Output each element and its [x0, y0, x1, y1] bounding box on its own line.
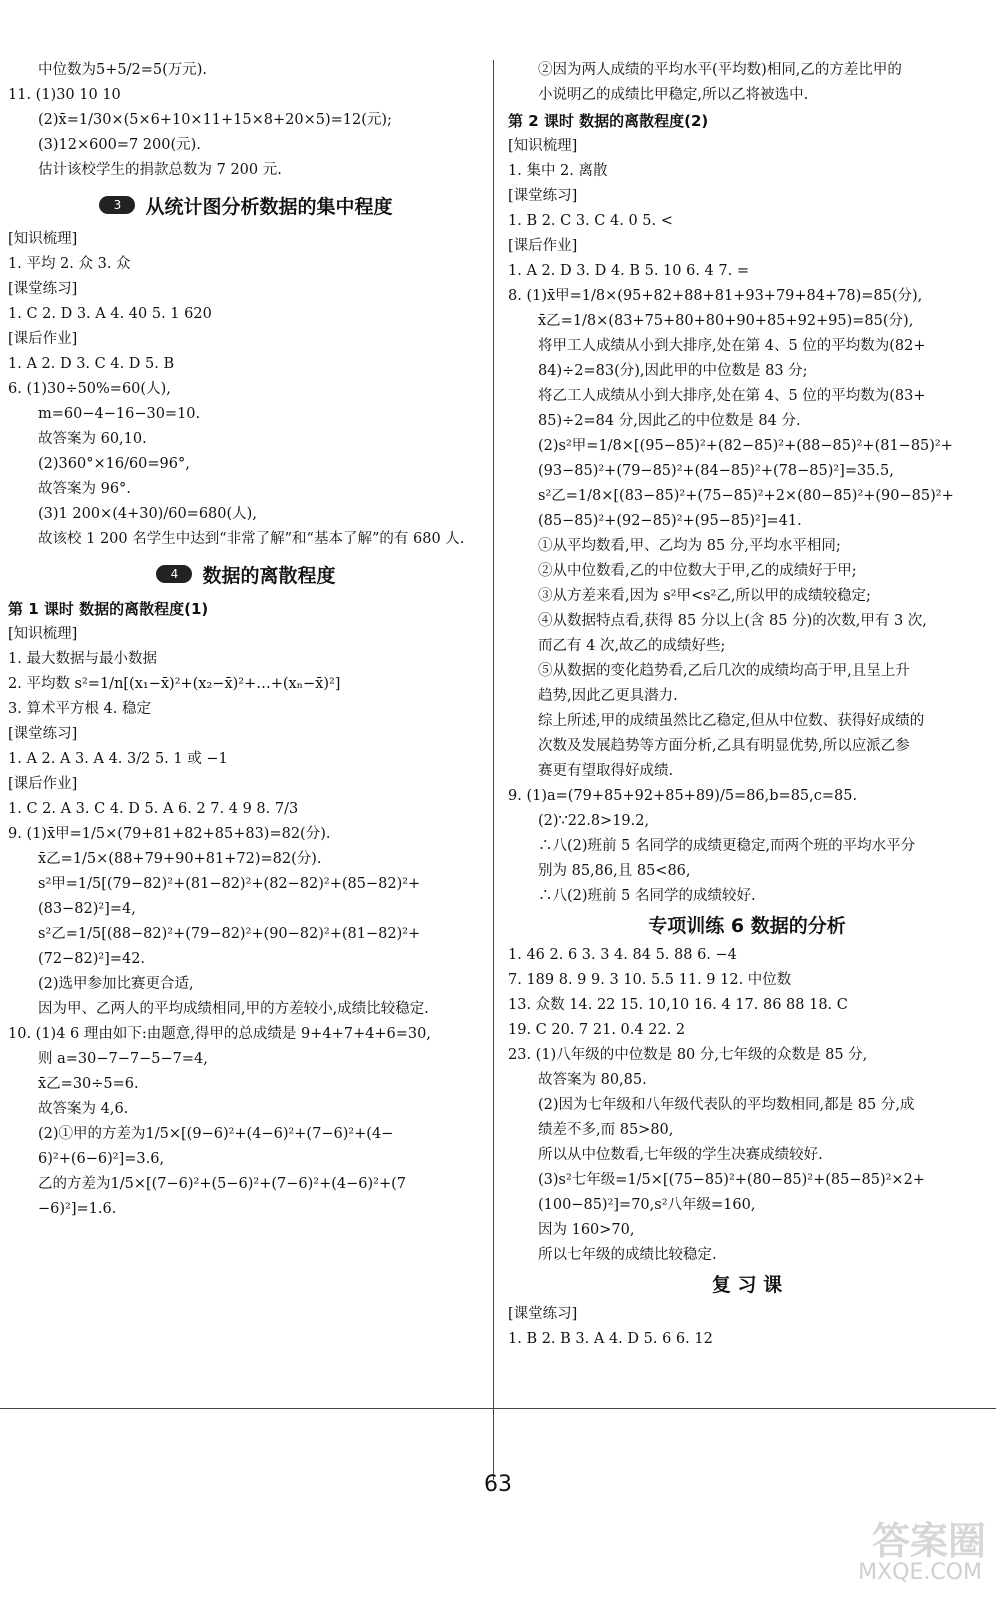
answer-line: 1. 46 2. 6 3. 3 4. 84 5. 88 6. −4	[508, 947, 737, 963]
answer-line: ⑤从数据的变化趋势看,乙后几次的成绩均高于甲,且呈上升	[538, 663, 910, 679]
section-number-badge: 4	[156, 565, 192, 583]
answer-line: ①从平均数看,甲、乙均为 85 分,平均水平相同;	[538, 538, 841, 554]
answer-line: 84)÷2=83(分),因此甲的中位数是 83 分;	[538, 363, 808, 379]
answer-line: 1. 平均 2. 众 3. 众	[8, 256, 131, 272]
answer-line: 19. C 20. 7 21. 0.4 22. 2	[508, 1022, 686, 1038]
answer-line: x̄乙=1/8×(83+75+80+80+90+85+92+95)=85(分),	[538, 313, 914, 329]
section-3-header	[8, 187, 484, 223]
subsection-label: [课堂练习]	[8, 726, 78, 742]
answer-line: 绩差不多,而 85>80,	[538, 1122, 674, 1138]
answer-line: 所以从中位数看,七年级的学生决赛成绩较好.	[538, 1147, 823, 1163]
answer-line: 将甲工人成绩从小到大排序,处在第 4、5 位的平均数为(82+	[538, 338, 926, 354]
answer-line: 故答案为 4,6.	[38, 1101, 129, 1117]
lesson-2-answers	[508, 134, 986, 909]
answer-line: (3)1 200×(4+30)/60=680(人),	[38, 506, 257, 522]
answer-line: 1. A 2. D 3. C 4. D 5. B	[8, 356, 175, 372]
subsection-label: [知识梳理]	[8, 626, 78, 642]
answer-line: 23. (1)八年级的中位数是 80 分,七年级的众数是 85 分,	[508, 1047, 868, 1063]
answer-line: (93−85)²+(79−85)²+(84−85)²+(78−85)²]=35.5,	[538, 463, 894, 479]
answer-line: 次数及发展趋势等方面分析,乙具有明显优势,所以应派乙参	[538, 738, 910, 754]
answer-line: 6)²+(6−6)²]=3.6,	[38, 1151, 165, 1167]
special-training-answers	[508, 943, 986, 1268]
answer-line: 1. C 2. D 3. A 4. 40 5. 1 620	[8, 306, 212, 322]
answer-line: 故答案为 96°.	[38, 481, 131, 497]
answer-line: 2. 平均数 s²=1/n[(x₁−x̄)²+(x₂−x̄)²+…+(xₙ−x̄)²]	[8, 676, 341, 692]
answer-line: 因为甲、乙两人的平均成绩相同,甲的方差较小,成绩比较稳定.	[38, 1001, 429, 1017]
review-title: 复 习 课	[711, 1274, 783, 1296]
answer-line: 1. B 2. C 3. C 4. 0 5. <	[508, 213, 673, 229]
answer-line: 3. 算术平方根 4. 稳定	[8, 701, 151, 717]
answer-line: 1. B 2. B 3. A 4. D 5. 6 6. 12	[508, 1331, 713, 1347]
subsection-label: [知识梳理]	[508, 138, 578, 154]
special-training-title: 专项训练 6 数据的分析	[648, 915, 846, 937]
answer-line: 赛更有望取得好成绩.	[538, 763, 674, 779]
answer-line: 故该校 1 200 名学生中达到“非常了解”和“基本了解”的有 680 人.	[38, 531, 465, 547]
answer-line: 故答案为 60,10.	[38, 431, 147, 447]
answer-line: −6)²]=1.6.	[38, 1201, 117, 1217]
answer-line: (2)①甲的方差为1/5×[(9−6)²+(4−6)²+(7−6)²+(4−	[38, 1126, 394, 1142]
answer-line: (72−82)²]=42.	[38, 951, 146, 967]
answer-line: 综上所述,甲的成绩虽然比乙稳定,但从中位数、获得好成绩的	[538, 713, 925, 729]
answer-line: ∴八(2)班前 5 名同学的成绩更稳定,而两个班的平均水平分	[538, 838, 916, 854]
answer-line: (2)x̄=1/30×(5×6+10×11+15×8+20×5)=12(元);	[38, 112, 392, 128]
answer-line: 所以七年级的成绩比较稳定.	[538, 1247, 717, 1263]
answer-line: x̄乙=30÷5=6.	[38, 1076, 139, 1092]
left-top-answers	[8, 58, 484, 183]
answer-line: ③从方差来看,因为 s²甲<s²乙,所以甲的成绩较稳定;	[538, 588, 871, 604]
answer-line: (100−85)²]=70,s²八年级=160,	[538, 1197, 756, 1213]
answer-line: 1. C 2. A 3. C 4. D 5. A 6. 2 7. 4 9 8. 7/3	[8, 801, 299, 817]
review-answers	[508, 1302, 986, 1352]
right-column	[508, 58, 986, 1352]
answer-line: ②从中位数看,乙的中位数大于甲,乙的成绩好于甲;	[538, 563, 857, 579]
answer-line: (2)因为七年级和八年级代表队的平均数相同,都是 85 分,成	[538, 1097, 915, 1113]
answer-line: 6. (1)30÷50%=60(人),	[8, 381, 171, 397]
lesson-1-title: 第 1 课时 数据的离散程度(1)	[8, 600, 209, 618]
subsection-label: [课后作业]	[8, 776, 78, 792]
lesson-2-title: 第 2 课时 数据的离散程度(2)	[508, 112, 709, 130]
right-top-answers	[508, 58, 986, 108]
answer-line: 1. 最大数据与最小数据	[8, 651, 157, 667]
answer-line: (83−82)²]=4,	[38, 901, 136, 917]
column-divider	[493, 60, 494, 1480]
answer-line: 故答案为 80,85.	[538, 1072, 647, 1088]
answer-line: 7. 189 8. 9 9. 3 10. 5.5 11. 9 12. 中位数	[508, 972, 792, 988]
subsection-label: [课堂练习]	[508, 188, 578, 204]
answer-line: (3)12×600=7 200(元).	[38, 137, 201, 153]
page-number: 63	[484, 1472, 512, 1497]
answer-line: (2)360°×16/60=96°,	[38, 456, 190, 472]
answer-line: m=60−4−16−30=10.	[38, 406, 201, 422]
section-3-answers	[8, 227, 484, 552]
answer-line: 将乙工人成绩从小到大排序,处在第 4、5 位的平均数为(83+	[538, 388, 926, 404]
answer-line: 1. A 2. A 3. A 4. 3/2 5. 1 或 −1	[8, 751, 228, 767]
answer-line: (3)s²七年级=1/5×[(75−85)²+(80−85)²+(85−85)²×2+	[538, 1172, 925, 1188]
answer-line: s²乙=1/5[(88−82)²+(79−82)²+(90−82)²+(81−82)²+	[38, 926, 421, 942]
answer-line: 9. (1)a=(79+85+92+85+89)/5=86,b=85,c=85.	[508, 788, 858, 804]
answer-line: (2)选甲参加比赛更合适,	[38, 976, 194, 992]
answer-line: 1. A 2. D 3. D 4. B 5. 10 6. 4 7. =	[508, 263, 749, 279]
subsection-label: [课堂练习]	[8, 281, 78, 297]
footer-rule	[0, 1408, 996, 1409]
answer-line: 中位数为5+5/2=5(万元).	[38, 62, 208, 78]
subsection-label: [课堂练习]	[508, 1306, 578, 1322]
watermark-site: MXQE.COM	[858, 1560, 982, 1585]
subsection-label: [知识梳理]	[8, 231, 78, 247]
answer-line: 乙的方差为1/5×[(7−6)²+(5−6)²+(7−6)²+(4−6)²+(7	[38, 1176, 407, 1192]
answer-line: (2)∵22.8>19.2,	[538, 813, 650, 829]
answer-line: s²甲=1/5[(79−82)²+(81−82)²+(82−82)²+(85−82)²+	[38, 876, 421, 892]
answer-line: 估计该校学生的捐款总数为 7 200 元.	[38, 162, 282, 178]
subsection-label: [课后作业]	[8, 331, 78, 347]
section-4-header	[8, 556, 484, 592]
answer-line: 趋势,因此乙更具潜力.	[538, 688, 678, 704]
answer-line: x̄乙=1/5×(88+79+90+81+72)=82(分).	[38, 851, 322, 867]
left-column	[8, 58, 484, 1222]
answer-line: 则 a=30−7−7−5−7=4,	[38, 1051, 208, 1067]
answer-line: 11. (1)30 10 10	[8, 87, 121, 103]
watermark-logo: 答案圈	[871, 1519, 986, 1563]
answer-line: 1. 集中 2. 离散	[508, 163, 608, 179]
answer-line: s²乙=1/8×[(83−85)²+(75−85)²+2×(80−85)²+(90−85)²+	[538, 488, 954, 504]
section-title: 数据的离散程度	[202, 564, 336, 587]
section-number-badge: 3	[99, 196, 135, 214]
answer-line: 别为 85,86,且 85<86,	[538, 863, 691, 879]
section-title: 从统计图分析数据的集中程度	[145, 195, 393, 218]
answer-line: 9. (1)x̄甲=1/5×(79+81+82+85+83)=82(分).	[8, 826, 331, 842]
answer-line: ∴八(2)班前 5 名同学的成绩较好.	[538, 888, 756, 904]
answer-line: 13. 众数 14. 22 15. 10,10 16. 4 17. 86 88 18. C	[508, 997, 848, 1013]
answer-line: 8. (1)x̄甲=1/8×(95+82+88+81+93+79+84+78)=85(分),	[508, 288, 923, 304]
answer-line: 10. (1)4 6 理由如下:由题意,得甲的总成绩是 9+4+7+4+6=30,	[8, 1026, 431, 1042]
answer-line: 因为 160>70,	[538, 1222, 635, 1238]
answer-line: ④从数据特点看,获得 85 分以上(含 85 分)的次数,甲有 3 次,	[538, 613, 927, 629]
answer-line: (85−85)²+(92−85)²+(95−85)²]=41.	[538, 513, 802, 529]
answer-line: ②因为两人成绩的平均水平(平均数)相同,乙的方差比甲的	[538, 62, 902, 78]
lesson-1-answers	[8, 622, 484, 1222]
subsection-label: [课后作业]	[508, 238, 578, 254]
answer-line: 85)÷2=84 分,因此乙的中位数是 84 分.	[538, 413, 801, 429]
answer-line: 而乙有 4 次,故乙的成绩好些;	[538, 638, 726, 654]
answer-line: 小说明乙的成绩比甲稳定,所以乙将被选中.	[538, 87, 809, 103]
answer-line: (2)s²甲=1/8×[(95−85)²+(82−85)²+(88−85)²+(81−85)²+	[538, 438, 953, 454]
